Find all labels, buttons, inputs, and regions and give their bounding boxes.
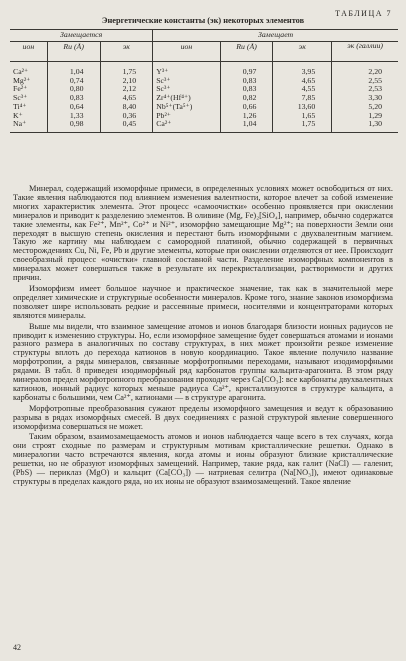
cell-ek: 2,10 — [100, 77, 153, 86]
col-radius: Rи (Å) — [47, 42, 100, 62]
cell-ek2: 4,65 — [273, 77, 332, 86]
cell-ion2: Sc³⁺ — [153, 85, 220, 94]
col-ek2: эк — [273, 42, 332, 62]
cell-ek3: 3,30 — [332, 94, 398, 103]
cell-ion: Sc³⁺ — [13, 93, 28, 103]
table-row — [10, 103, 398, 112]
cell-radius2: 0,83 — [220, 77, 273, 86]
cell-ek2: 7,85 — [273, 94, 332, 103]
cell-ion: Fe²⁺ — [13, 84, 28, 94]
cell-radius: 0,80 — [47, 85, 100, 94]
cell-ek: 0,45 — [100, 120, 153, 132]
cell-ek: 8,40 — [100, 103, 153, 112]
table-row — [10, 112, 398, 121]
cell-ion: Na⁺ — [10, 120, 47, 132]
table-title: Энергетические константы (эк) некоторых элементов — [101, 16, 305, 25]
cell-ek: 1,75 — [100, 62, 153, 77]
table-row — [10, 94, 398, 103]
page-number: 42 — [13, 643, 21, 652]
paragraph: Изоморфизм имеет большое научное и практическое значение, так как в значительной мере определяет химические и структурные особенности минералов. Кроме того, знание законов изоморфизма позволяет шире использовать редкие и рассеянные примеси, носителями и концентраторами которых являются минералы. — [13, 283, 393, 320]
cell-ek: 4,65 — [100, 94, 153, 103]
cell-ek2: 1,75 — [273, 120, 332, 132]
cell-ek2: 3,95 — [273, 62, 332, 77]
cell-ion2: Pb²⁺ — [153, 112, 220, 121]
cell-radius: 1,04 — [47, 62, 100, 77]
cell-radius: 0,74 — [47, 77, 100, 86]
cell-ion: K⁺ — [13, 110, 23, 120]
cell-ion: Ca²⁺ — [13, 67, 29, 76]
cell-radius: 0,83 — [47, 94, 100, 103]
cell-radius2: 1,04 — [220, 120, 273, 132]
cell-ion2: Zr⁴⁺(Hf⁴⁺) — [153, 94, 220, 103]
cell-ek2: 1,65 — [273, 112, 332, 121]
paragraph: Морфотропные преобразования сужают пределы изоморфного замещения и ведут к образованию разрыва в рядах изоморфных смесей. В двух соединениях с разной структурой явление совершенного изоморфизма совершаться не может. — [13, 403, 393, 431]
col-ek: эк — [100, 42, 153, 62]
cell-radius: 0,64 — [47, 103, 100, 112]
cell-ion: Ti⁴⁺ — [13, 101, 27, 111]
col-ion2: ион — [153, 42, 220, 62]
table-group-header — [10, 30, 398, 42]
cell-ion2: Sc³⁺ — [153, 77, 220, 86]
paragraph: Выше мы видели, что взаимное замещение атомов и ионов благодаря близости ионных радиусов не приводит к изменению структуры. Но, если изоморфное замещение будет совершаться атомами и ионами разного размера в аналогичных по составу структурах, в них может произойти резкое изменение структуры вплоть до перехода катионов в новую координацию. Такое явление получило название морфотропии, а ряды минералов, связанные морфотропными переходами, называют изодиморфными рядами. В табл. 8 приведен изодиморфный ряд карбонатов группы кальцита-арагонита. В этом ряду минералов предел морфотропного преобразования проходит через Ca[CO₃]: все карбонаты двухвалентных катионов, ионный радиус которых меньше радиуса Ca²⁺, кристаллизуются в структуре кальцита, а карбонаты с большими, чем Ca²⁺, катионами — в структуре арагонита. — [13, 321, 393, 402]
table-row — [10, 85, 398, 94]
cell-radius2: 0,82 — [220, 94, 273, 103]
cell-ion2: Nb⁵⁺(Ta⁵⁺) — [153, 103, 220, 112]
table-caption: ТАБЛИЦА 7 — [335, 9, 392, 18]
cell-ek: 0,36 — [100, 112, 153, 121]
cell-ek3: 1,29 — [332, 112, 398, 121]
cell-radius: 1,33 — [47, 112, 100, 121]
group-replaced: Замещается — [10, 30, 153, 42]
cell-ek2: 13,60 — [273, 103, 332, 112]
cell-radius2: 1,26 — [220, 112, 273, 121]
cell-ek: 2,12 — [100, 85, 153, 94]
col-ion: ион — [10, 42, 47, 62]
group-replacing: Замещает — [153, 30, 398, 42]
paragraph: Минерал, содержащий изоморфные примеси, в определенных условиях может освободиться от них. Такие явления наблюдаются под влиянием изменения валентности, которое влечет за собой изменение многих характеристик элемента. Этот процесс «самоочистки» особенно проявляется при окислении минералов и приводит к разделению элементов. В оливине (Mg, Fe)₂[SiO₄], например, обычно содержатся такие элементы, как Fe²⁺, Mn²⁺, Co²⁺ и Ni²⁺, изоморфно замещающие Mg²⁺; на поверхности Земли они переходят в высшую степень окисления и перестают быть изоморфными с двухвалентным магнием. Такую же картину мы наблюдаем с самородной платиной, обычно содержащей в первичных месторождениях Cu, Ni, Fe, Pb и другие элементы, которые при окислении отделяются от нее. Происходит своеобразный процесс «очистки» главной составной части. Разделение изоморфных компонентов в минералах может совершаться также в результате их перекристаллизации, растворимости и других причин. — [13, 184, 393, 283]
paragraph: Таким образом, взаимозамещаемость атомов и ионов наблюдается чаще всего в тех случаях, когда они строят сходные по размерам и структурным мотивам кристаллические решетки. Однако в минералогии часто встречаются явления, когда атомы и ионы образуют близкие кристаллические решетки, но не образуют изоморфных замещений. Например, такие ряда, как галит (NaCl) — галенит, (PbS) — периклаз (MgO) и кальцит (Ca[CO₃]) — натриевая селитра (Na[NO₃]), имеют одинаковые структуры в пределах каждого ряда, но их ионы не образуют взаимозамещений. Такое явление — [13, 432, 393, 486]
cell-ion2: Ca²⁺ — [153, 120, 220, 132]
cell-radius: 0,98 — [47, 120, 100, 132]
table-column-header — [10, 42, 398, 62]
cell-ion: Mg²⁺ — [13, 75, 31, 85]
table-row — [10, 120, 398, 132]
col-radius2: Rи (Å) — [220, 42, 273, 62]
cell-ek3: 1,30 — [332, 120, 398, 132]
cell-ek3: 5,20 — [332, 103, 398, 112]
table-row — [10, 62, 398, 77]
table-row — [10, 77, 398, 86]
col-ek-gallium: эк (галлии) — [332, 42, 398, 62]
cell-radius2: 0,83 — [220, 85, 273, 94]
cell-ion2: Y³⁺ — [153, 62, 220, 77]
body-text — [13, 185, 393, 487]
cell-radius2: 0,97 — [220, 62, 273, 77]
cell-ek2: 4,55 — [273, 85, 332, 94]
energy-constants-table — [10, 29, 398, 133]
cell-ek3: 2,20 — [332, 62, 398, 77]
cell-radius2: 0,66 — [220, 103, 273, 112]
cell-ek3: 2,55 — [332, 77, 398, 86]
cell-ek3: 2,53 — [332, 85, 398, 94]
